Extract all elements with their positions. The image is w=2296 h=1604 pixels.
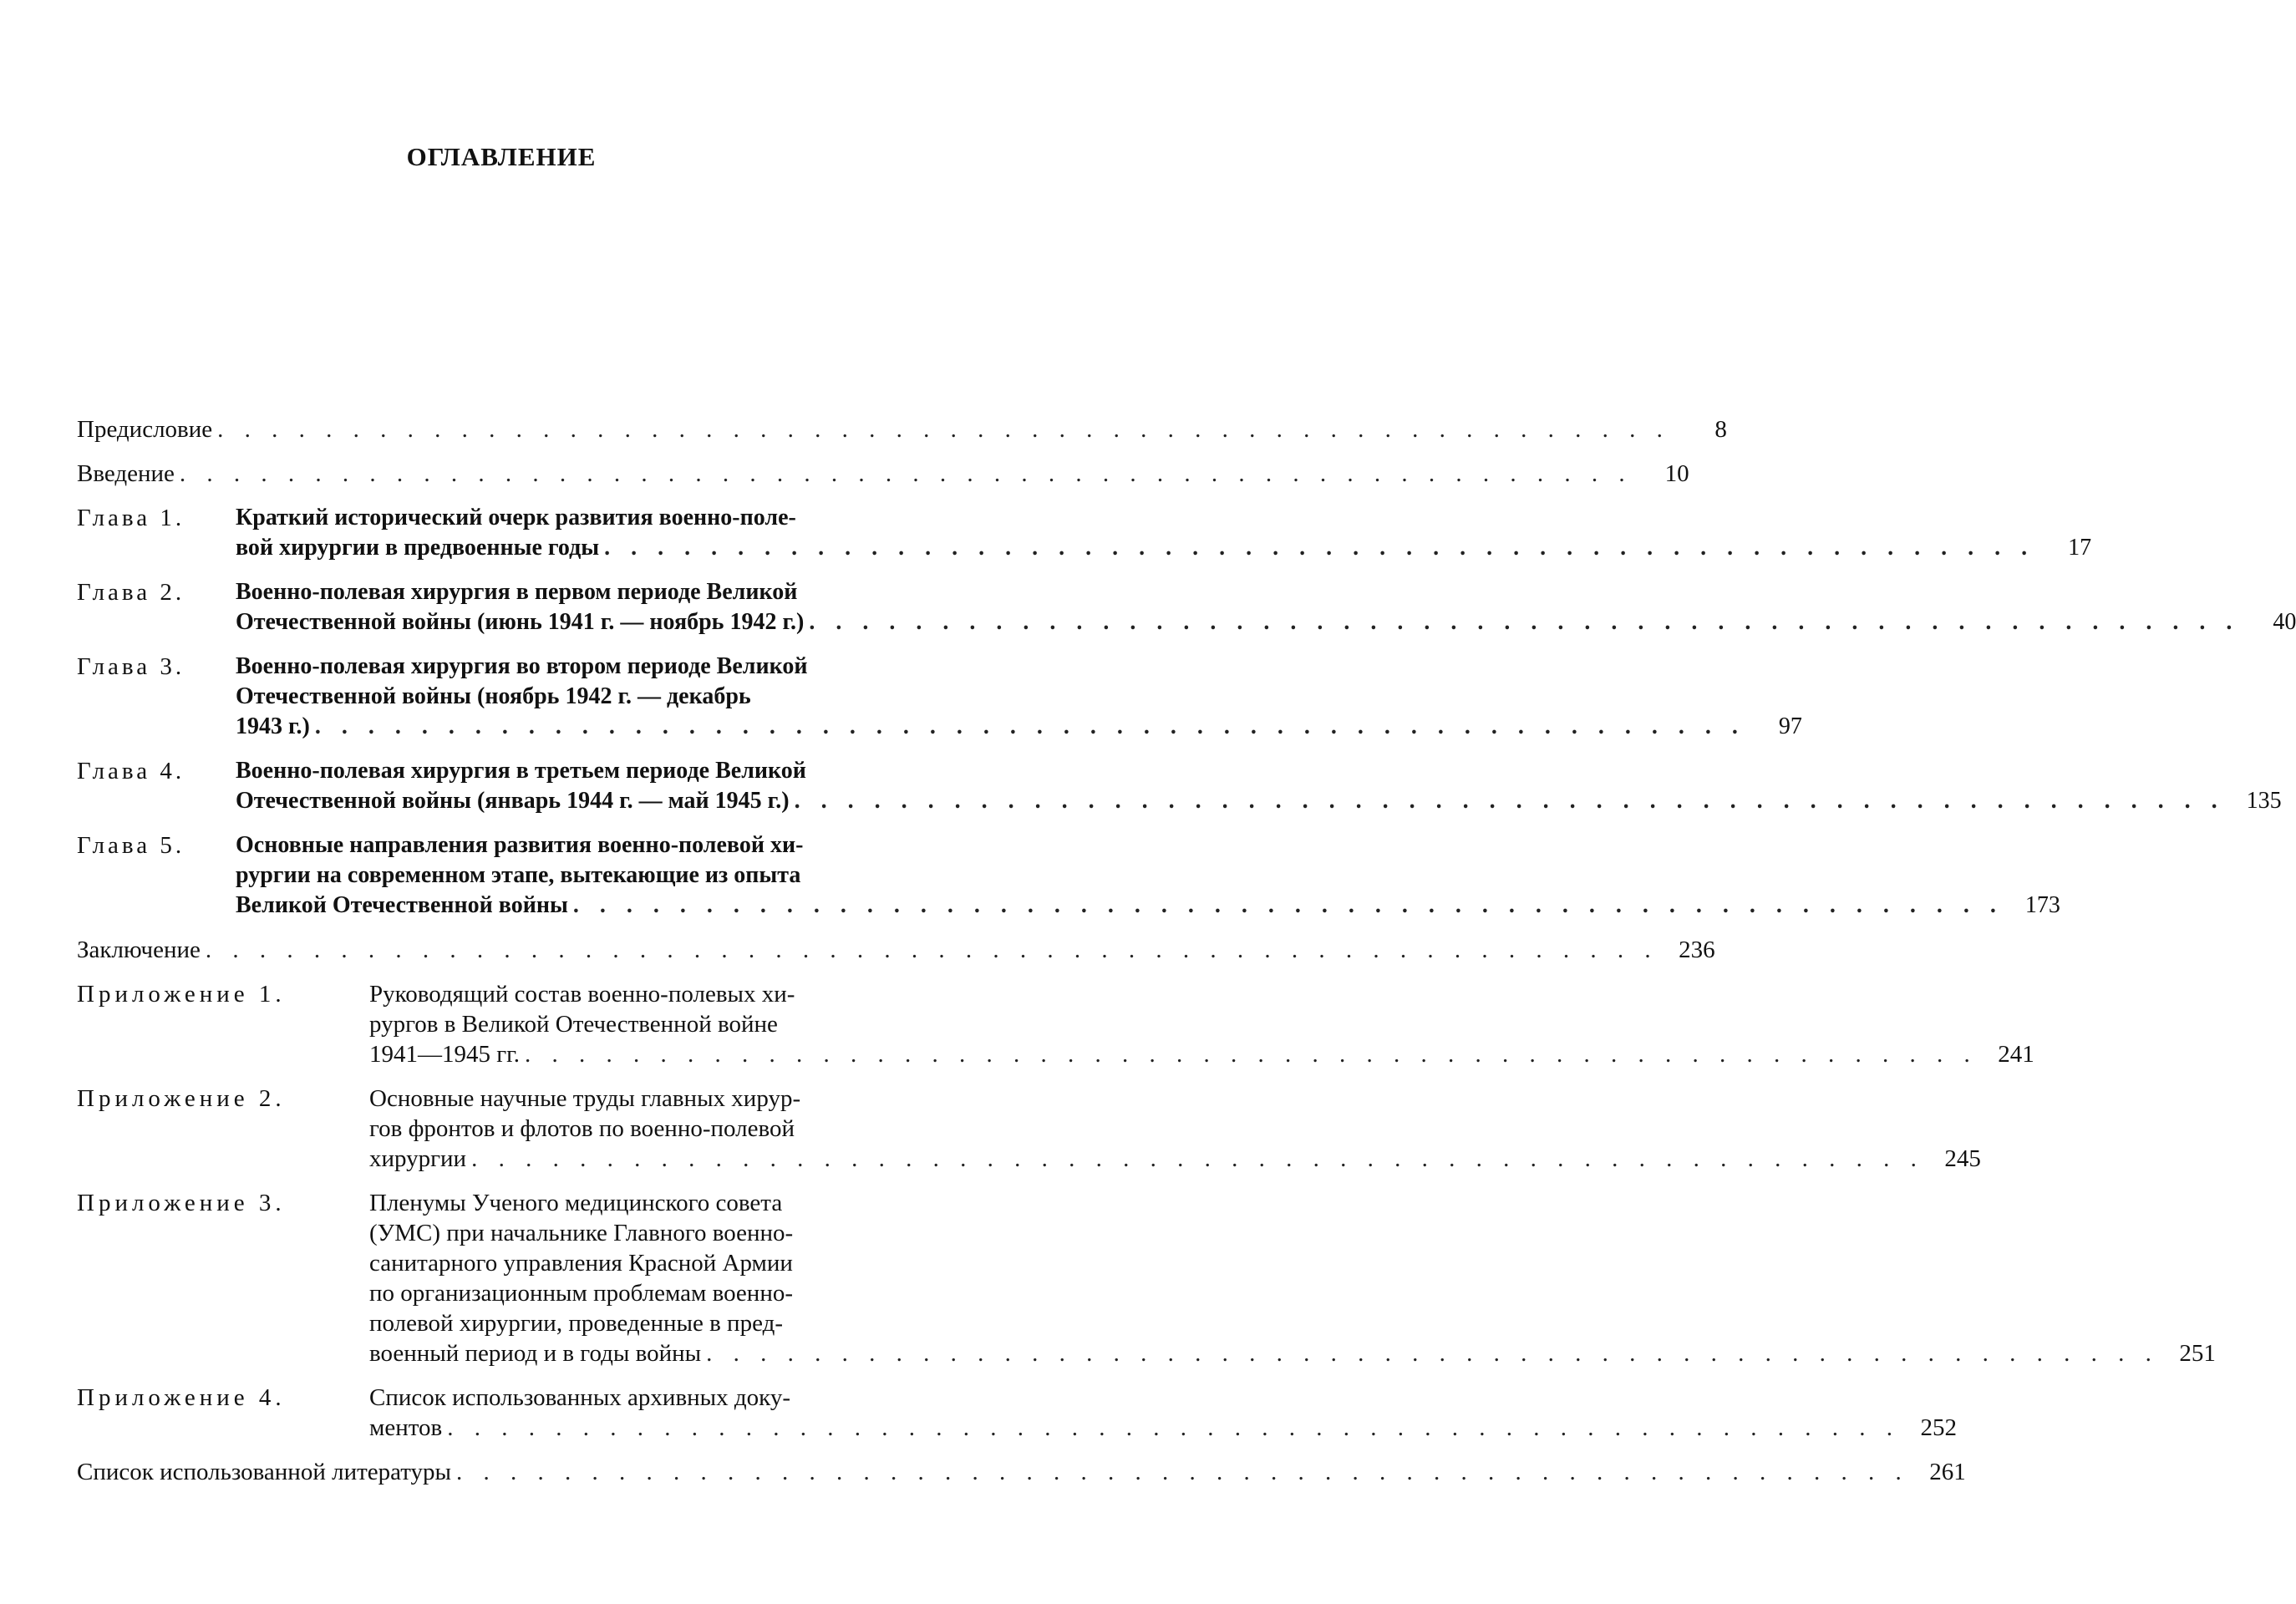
toc-entry-line xyxy=(236,577,931,607)
toc-entry-text: гов фронтов и флотов по военно-полевой xyxy=(369,1115,795,1142)
toc-entry-label: Глава 3. xyxy=(77,653,185,680)
toc-entry-line xyxy=(236,682,931,712)
toc-entry-text: Введение xyxy=(77,460,175,487)
toc-entry-line xyxy=(236,503,931,533)
toc-entry-line xyxy=(369,1308,931,1338)
toc-entry-line xyxy=(77,414,1727,444)
toc-entry-text: по организационным проблемам военно- xyxy=(369,1280,794,1307)
toc-entry-line xyxy=(369,1039,2034,1069)
toc-entry-text: Военно-полевая хирургия в третьем периоде Великой xyxy=(236,758,806,784)
toc-entry-line xyxy=(236,712,1802,742)
page-number: 173 xyxy=(2024,892,2060,918)
dot-leader: . . . . . . . . . . . . . . . . . . . . . . . . . . . . . . . . . . . . . . . . . . . . . . . . . . . . . . xyxy=(456,1459,1909,1485)
toc-entry-text: Основные научные труды главных хирур- xyxy=(369,1085,801,1112)
toc-entry-text: Список использованных архивных доку- xyxy=(369,1384,790,1411)
page-number: 10 xyxy=(1664,460,1689,487)
toc-entry-title xyxy=(77,414,1727,444)
dot-leader: . . . . . . . . . . . . . . . . . . . . . . . . . . . . . . . . . . . . . . . . . . . . . . . . . . . . . . xyxy=(794,788,2225,814)
toc-entry-title xyxy=(236,756,2282,816)
toc-entry-label: Глава 2. xyxy=(77,579,185,606)
toc-entry-text: хирургии xyxy=(369,1145,467,1172)
toc-entry[interactable] xyxy=(77,1383,1957,1443)
toc-entry-label: Глава 5. xyxy=(77,832,185,859)
page-number: 8 xyxy=(1714,416,1727,443)
toc-entry-line xyxy=(369,1413,1957,1443)
dot-leader: . . . . . . . . . . . . . . . . . . . . . . . . . . . . . . . . . . . . . . . . . . . . . . . . . . . . . . xyxy=(314,713,1745,739)
page-number: 252 xyxy=(1920,1414,1957,1441)
toc-entry-title xyxy=(236,830,2060,921)
toc-entry-text: военный период и в годы войны xyxy=(369,1340,702,1367)
toc-entry-title xyxy=(77,935,1715,965)
toc-entry-line xyxy=(369,979,931,1009)
toc-entry-label: Приложение 3. xyxy=(77,1190,286,1216)
toc-entry-text: Военно-полевая хирургия во втором периоде Великой xyxy=(236,653,808,679)
toc-entry-line xyxy=(369,1278,931,1308)
toc-entry-title xyxy=(369,979,2034,1069)
page-number: 135 xyxy=(2246,788,2282,814)
toc-entry-text: Отечественной войны (январь 1944 г. — май 1945 г.) xyxy=(236,788,790,814)
toc-entry-text: Великой Отечественной войны xyxy=(236,892,568,918)
page-number: 236 xyxy=(1679,937,1715,963)
toc-entry[interactable] xyxy=(77,414,1727,444)
toc-entry[interactable] xyxy=(77,503,2092,563)
toc-entry-line xyxy=(236,652,931,682)
page-number: 97 xyxy=(1778,713,1802,739)
page-number: 40 xyxy=(2273,609,2296,635)
toc-entry-line xyxy=(77,1457,1966,1487)
toc-entry-text: 1943 г.) xyxy=(236,713,310,739)
dot-leader: . . . . . . . . . . . . . . . . . . . . . . . . . . . . . . . . . . . . . . . . . . . . . . . . . . . . . . xyxy=(572,892,2004,918)
toc-entry-text: Предисловие xyxy=(77,416,213,443)
table-of-contents xyxy=(77,414,2296,1501)
toc-entry-text: Основные направления развития военно-полевой хи- xyxy=(236,832,804,858)
toc-entry-text: (УМС) при начальнике Главного военно- xyxy=(369,1220,794,1246)
toc-entry-label: Глава 4. xyxy=(77,758,185,784)
toc-entry-label: Приложение 1. xyxy=(77,981,286,1008)
toc-entry-line xyxy=(369,1114,931,1144)
toc-entry-line xyxy=(369,1084,931,1114)
toc-entry-label: Приложение 4. xyxy=(77,1384,286,1411)
toc-entry-title xyxy=(236,503,2092,563)
toc-entry[interactable] xyxy=(77,652,1802,742)
toc-entry-line xyxy=(236,756,931,786)
toc-entry-text: ментов xyxy=(369,1414,443,1441)
dot-leader: . . . . . . . . . . . . . . . . . . . . . . . . . . . . . . . . . . . . . . . . . . . . . . . . . . . . . . xyxy=(447,1414,1900,1441)
toc-entry-title xyxy=(77,459,1689,489)
toc-entry-label: Приложение 2. xyxy=(77,1085,286,1112)
toc-entry-line xyxy=(236,786,2282,816)
dot-leader: . . . . . . . . . . . . . . . . . . . . . . . . . . . . . . . . . . . . . . . . . . . . . . . . . . . . . . xyxy=(809,609,2240,635)
toc-entry-text: санитарного управления Красной Армии xyxy=(369,1250,793,1277)
toc-entry[interactable] xyxy=(77,1084,1981,1174)
toc-entry-line xyxy=(236,891,2060,921)
toc-entry-text: 1941—1945 гг. xyxy=(369,1041,521,1068)
toc-entry-text: полевой хирургии, проведенные в пред- xyxy=(369,1310,783,1337)
toc-entry-text: Заключение xyxy=(77,937,201,963)
toc-entry-line xyxy=(369,1383,931,1413)
dot-leader: . . . . . . . . . . . . . . . . . . . . . . . . . . . . . . . . . . . . . . . . . . . . . . . . . . . . . . xyxy=(471,1145,1924,1172)
dot-leader: . . . . . . . . . . . . . . . . . . . . . . . . . . . . . . . . . . . . . . . . . . . . . . . . . . . . . . xyxy=(525,1041,1978,1068)
toc-entry[interactable] xyxy=(77,459,1689,489)
toc-entry-line xyxy=(236,830,931,860)
toc-entry-text: Отечественной войны (июнь 1941 г. — ноябрь 1942 г.) xyxy=(236,609,805,635)
toc-entry-line xyxy=(236,533,2092,563)
page-number: 251 xyxy=(2179,1340,2216,1367)
toc-entry-line xyxy=(369,1009,931,1039)
toc-entry[interactable] xyxy=(77,979,2034,1069)
toc-entry[interactable] xyxy=(77,1188,2216,1368)
dot-leader: . . . . . . . . . . . . . . . . . . . . . . . . . . . . . . . . . . . . . . . . . . . . . . . . . . . . . . xyxy=(604,535,2035,561)
toc-entry-line xyxy=(369,1144,1981,1174)
toc-entry-title xyxy=(77,1457,1966,1487)
toc-entry-line xyxy=(236,860,931,891)
toc-entry-title xyxy=(369,1188,2216,1368)
page-number: 241 xyxy=(1998,1041,2034,1068)
toc-entry-text: вой хирургии в предвоенные годы xyxy=(236,535,600,561)
toc-entry-text: рургии на современном этапе, вытекающие из опыта xyxy=(236,862,801,888)
page-number: 17 xyxy=(2068,535,2092,561)
toc-entry[interactable] xyxy=(77,756,2282,816)
toc-entry-title xyxy=(236,577,2296,637)
toc-entry[interactable] xyxy=(77,577,2296,637)
dot-leader: . . . . . . . . . . . . . . . . . . . . . . . . . . . . . . . . . . . . . . . . . . . . . . . . . . . . . . xyxy=(217,416,1670,443)
toc-entry-text: Отечественной войны (ноябрь 1942 г. — декабрь xyxy=(236,683,751,709)
toc-entry-text: Список использованной литературы xyxy=(77,1459,452,1485)
toc-entry-line xyxy=(369,1218,931,1248)
toc-entry-title xyxy=(369,1383,1957,1443)
toc-entry-line xyxy=(369,1248,931,1278)
page-number: 245 xyxy=(1944,1145,1981,1172)
dot-leader: . . . . . . . . . . . . . . . . . . . . . . . . . . . . . . . . . . . . . . . . . . . . . . . . . . . . . . xyxy=(179,460,1633,487)
toc-entry[interactable] xyxy=(77,830,2060,921)
toc-entry-text: Руководящий состав военно-полевых хи- xyxy=(369,981,795,1008)
page-title: ОГЛАВЛЕНИЕ xyxy=(406,142,597,171)
toc-entry-text: Военно-полевая хирургия в первом периоде Великой xyxy=(236,579,798,605)
toc-entry-text: Пленумы Ученого медицинского совета xyxy=(369,1190,783,1216)
toc-entry[interactable] xyxy=(77,1457,1966,1487)
toc-entry-line xyxy=(77,935,1715,965)
toc-entry-line xyxy=(77,459,1689,489)
toc-entry-text: рургов в Великой Отечественной войне xyxy=(369,1011,778,1038)
toc-entry-line xyxy=(369,1338,2216,1368)
page-number: 261 xyxy=(1929,1459,1966,1485)
toc-entry-line xyxy=(369,1188,931,1218)
dot-leader: . . . . . . . . . . . . . . . . . . . . . . . . . . . . . . . . . . . . . . . . . . . . . . . . . . . . . . xyxy=(706,1340,2159,1367)
toc-entry[interactable] xyxy=(77,935,1715,965)
dot-leader: . . . . . . . . . . . . . . . . . . . . . . . . . . . . . . . . . . . . . . . . . . . . . . . . . . . . . . xyxy=(205,937,1659,963)
toc-entry-title xyxy=(369,1084,1981,1174)
toc-entry-title xyxy=(236,652,1802,742)
toc-entry-text: Краткий исторический очерк развития военно-поле- xyxy=(236,505,796,530)
toc-entry-line xyxy=(236,607,2296,637)
toc-entry-label: Глава 1. xyxy=(77,505,185,531)
